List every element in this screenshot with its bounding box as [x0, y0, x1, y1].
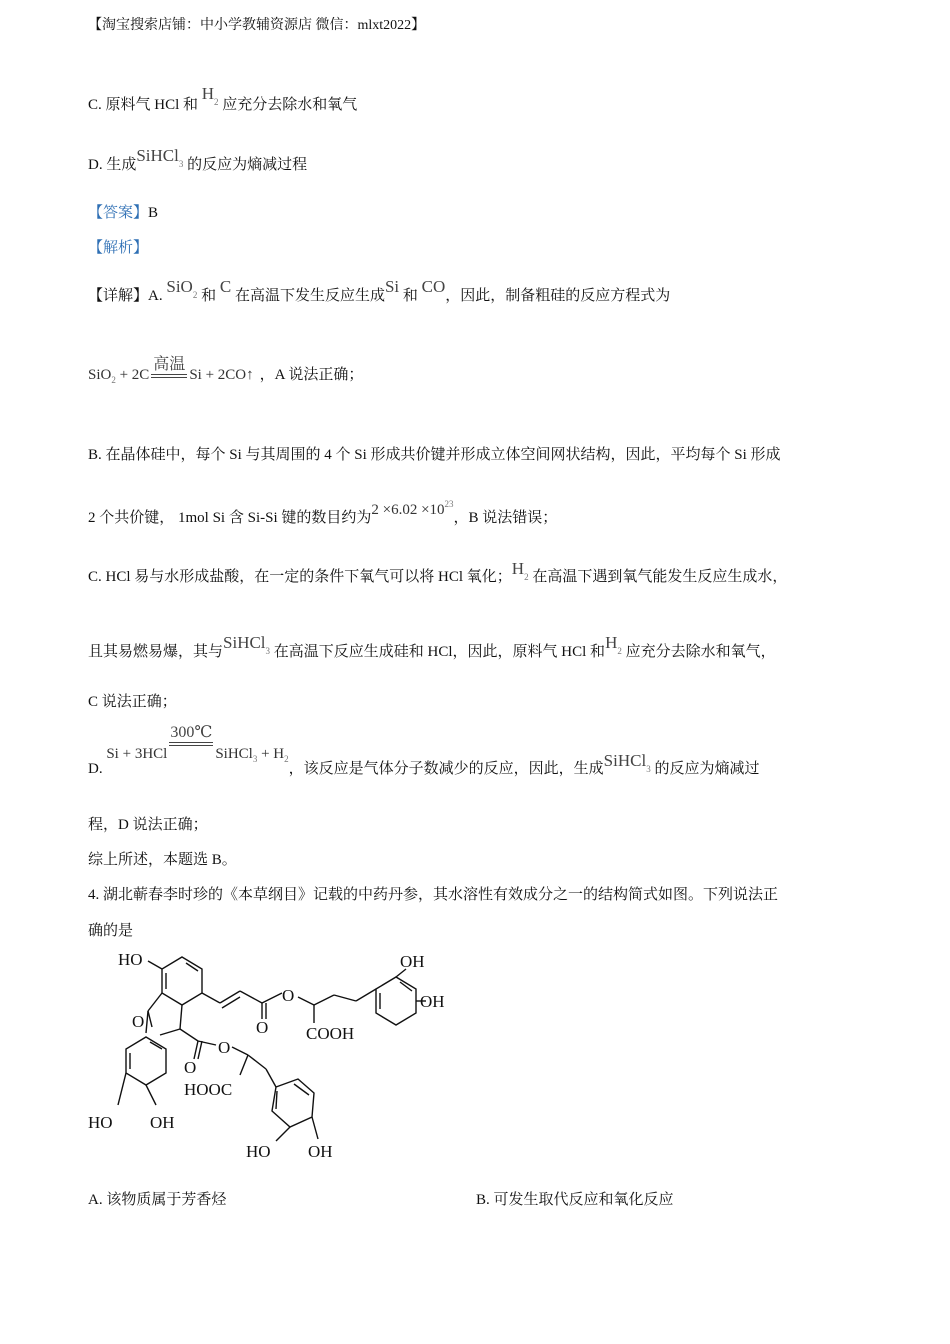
option-d: D. 生成SiHCl$_3$ 的反应为熵减过程 [88, 146, 308, 173]
reaction-arrow-2: 300℃ [167, 724, 215, 753]
reaction-arrow: 高温 [149, 356, 189, 385]
label-ho-top: HO [118, 950, 143, 969]
detail-c-line1: C. HCl 易与水形成盐酸，在一定的条件下氧气可以将 HCl 氧化；$H_2$ 在高温下遇到氧气能发生反应生成水， [88, 559, 788, 585]
summary: 综上所述，本题选 B。 [88, 852, 237, 868]
label-o-ester1: O [282, 986, 295, 1005]
q4-line2: 确的是 [88, 923, 134, 939]
analysis-label: 【解析】 [88, 240, 149, 256]
label-oh-r2: OH [420, 992, 445, 1011]
label-o-ester2: O [218, 1038, 231, 1057]
detail-d-line1: D. Si + 3HCl 300℃ SiHCl$_3$ + $H_2$，该反应是气体分子数减少的反应，因此，生成SiHCl$_3$ 的反应为熵减过 [88, 724, 760, 777]
label-oh-bl: OH [150, 1113, 175, 1132]
label-ho-bl: HO [88, 1113, 113, 1132]
label-ho-b: HO [246, 1142, 271, 1161]
label-o-carbonyl1: O [256, 1018, 269, 1037]
chemical-structure [80, 945, 460, 1165]
label-o-ring: O [132, 1012, 145, 1031]
label-oh-b: OH [308, 1142, 333, 1161]
detail-d-line2: 程，D 说法正确； [88, 817, 208, 833]
detail-b-line1: B. 在晶体硅中，每个 Si 与其周围的 4 个 Si 形成共价键并形成立体空间网状结构，因此，平均每个 Si 形成 [88, 447, 781, 463]
equation-1: SiO$_2$ + 2C 高温 Si + 2CO↑ ，A 说法正确； [88, 356, 364, 385]
ring-benzofuran [162, 957, 202, 1005]
choice-a: A. 该物质属于芳香烃 [88, 1192, 227, 1208]
detail-c-line3: C 说法正确； [88, 694, 177, 710]
option-c: C. 原料气 HCl 和 $H^2$ 应充分去除水和氧气 [88, 84, 358, 113]
header-watermark: 【淘宝搜索店铺：中小学教辅资源店 微信：mlxt2022】 [88, 18, 426, 33]
detail-b-line2: 2 个共价键， 1mol Si 含 Si-Si 键的数目约为$2 \times 6.02 \times 10^{23}$，B 说法错误； [88, 499, 558, 526]
answer: 【答案】B [88, 205, 159, 221]
ring-left [126, 1037, 166, 1085]
ring-bottom [272, 1079, 314, 1127]
detail-a: 【详解】A. SiO$_2$ 和 C 在高温下发生反应生成Si 和 CO，因此，制备粗硅的反应方程式为 [88, 277, 671, 304]
ring-right [376, 977, 416, 1025]
label-o-carbonyl2: O [184, 1058, 197, 1077]
detail-c-line2: 且其易燃易爆，其与SiHCl$_3$ 在高温下反应生成硅和 HCl，因此，原料气 HCl 和$H_2$ 应充分去除水和氧气， [88, 633, 776, 660]
label-oh-r1: OH [400, 952, 425, 971]
choice-b: B. 可发生取代反应和氧化反应 [476, 1192, 674, 1208]
label-hooc: HOOC [184, 1080, 233, 1099]
label-cooh: COOH [306, 1024, 355, 1043]
q4-line1: 4. 湖北蕲春李时珍的《本草纲目》记载的中药丹参，其水溶性有效成分之一的结构简式如图。下列说法正 [88, 887, 779, 903]
